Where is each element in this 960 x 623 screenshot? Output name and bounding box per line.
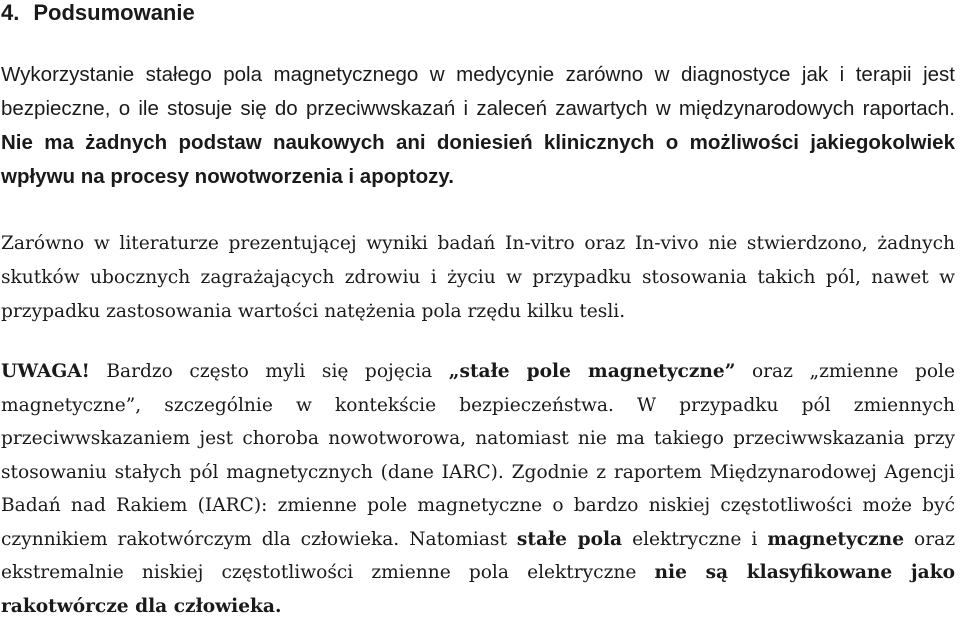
summary-intro: Wykorzystanie stałego pola magnetycznego w medycynie zarówno w diagnostyce jak i terapii jest bezpieczne, o ile stosuje się do przeciwwskazań i zaleceń zawartych w międzynarodowych raportach. xyxy=(1,63,955,120)
warning-text-1: Bardzo często myli się pojęcia xyxy=(89,361,449,382)
section-number: 4. xyxy=(1,0,20,25)
warning-bold-magnetic: magnetyczne xyxy=(767,528,905,550)
warning-text-3: elektryczne i xyxy=(622,528,768,550)
section-title: Podsumowanie xyxy=(33,0,195,25)
warning-bold-conclusion: nie są klasyfikowane jako rakotwórcze dla człowieka. xyxy=(1,562,955,617)
warning-bold-static-field: „stałe pole magnetyczne” xyxy=(448,361,736,382)
warning-text-4: oraz ekstremalnie niskiej częstotliwości zmienne pola elektryczne xyxy=(1,528,955,583)
warning-label: UWAGA! xyxy=(1,361,90,382)
warning-text-2: oraz „zmienne pole magnetyczne”, szczególnie w kontekście bezpieczeństwa. W przypadku pól zmiennych przeciwwskazaniem jest choroba nowotworowa, natomiast nie ma takiego przeciwwskazania przy stosowaniu stałych pól magnetycznych (dane IARC). Zgodnie z raportem Międzynarodowej Agencji Badań nad Rakiem (IARC): zmienne pole magnetyczne o bardzo niskiej częstotliwości może być czynnikiem rakotwórczym dla człowieka. Natomiast xyxy=(1,361,955,550)
warning-bold-static-fields: stałe pola xyxy=(516,528,623,550)
warning-paragraph xyxy=(1,355,955,623)
literature-paragraph: Zarówno w literaturze prezentującej wyniki badań In-vitro oraz In-vivo nie stwierdzono, żadnych skutków ubocznych zagrażających zdrowiu i życiu w przypadku stosowania takich pól, nawet w przypadku zastosowania wartości natężenia pola rzędu kilku tesli. xyxy=(1,233,955,322)
summary-bold-statement: Nie ma żadnych podstaw naukowych ani doniesień klinicznych o możliwości jakiegokolwiek wpływu na procesy nowotworzenia i apoptozy. xyxy=(1,131,955,188)
section-heading xyxy=(1,0,955,30)
summary-paragraph xyxy=(1,58,955,194)
